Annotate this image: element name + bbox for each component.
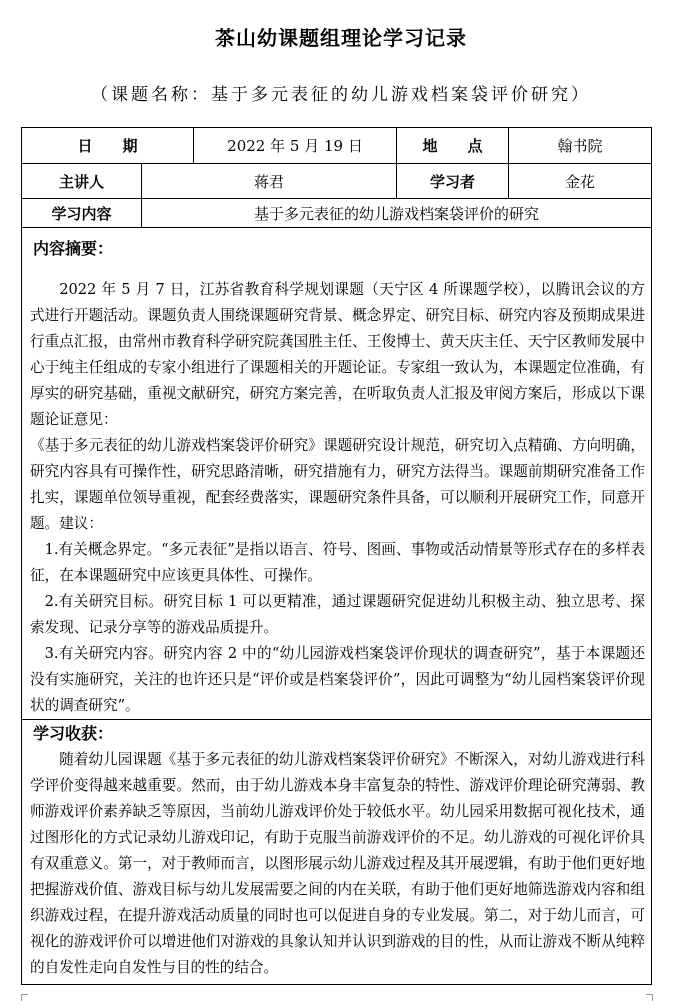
speaker-value: 蒋君 (142, 164, 397, 198)
page-corner-mark-right (646, 994, 653, 1001)
learner-value: 金花 (564, 172, 595, 191)
summary-item-1: 1.有关概念界定。“多元表征”是指以语言、符号、图画、事物或活动情景等形式存在的多样表征，在本课题研究中应该更具体性、可操作。 (30, 541, 645, 584)
place-value: 翰书院 (557, 137, 603, 155)
summary-opinion: 《基于多元表征的幼儿游戏档案袋评价研究》课题研究设计规范，研究切入点精确、方向明确，研究内容具有可操作性，研究思路清晰，研究措施有力，研究方法得当。课题前期研究准备工作扎实，课题单位领导重视，配套经费落实，课题研究条件具备，可以顺利开展研究工作，同意开题。建议： (30, 437, 645, 532)
summary-section (22, 228, 651, 720)
place-label: 地 点 (397, 128, 509, 163)
document-title: 茶山幼课题组理论学习记录 (215, 26, 467, 50)
summary-item-2: 2.有关研究目标。研究目标 1 可以更精准，通过课题研究促进幼儿积极主动、独立思考、探索发现、记录分享等的游戏品质提升。 (30, 593, 645, 636)
info-row-content (22, 199, 651, 228)
summary-item-3: 3.有关研究内容。研究内容 2 中的“幼儿园游戏档案袋评价现状的调查研究”，基于本课题还没有实施研究，关注的也许还只是“评价或是档案袋评价”，因此可调整为“幼儿园档案袋评价现状的调查研究”。 (30, 645, 645, 714)
gains-body (30, 747, 645, 981)
gains-heading: 学习收获： (33, 724, 114, 743)
gains-text: 随着幼儿园课题《基于多元表征的幼儿游戏档案袋评价研究》不断深入，对幼儿游戏进行科学评价变得越来越重要。然而，由于幼儿游戏本身丰富复杂的特性、游戏评价理论研究薄弱、教师游戏评价素养缺乏等原因，当前幼儿游戏评价处于较低水平。幼儿园采用数据可视化技术，通过图形化的方式记录幼儿游戏印记，有助于克服当前游戏评价的不足。幼儿游戏的可视化评价具有双重意义。第一，对于教师而言，以图形展示幼儿游戏过程及其开展逻辑，有助于他们更好地把握游戏价值、游戏目标与幼儿发展需要之间的内在关联，有助于他们更好地筛选游戏内容和组织游戏过程，在提升游戏活动质量的同时也可以促进自身的专业发展。第二，对于幼儿而言，可视化的游戏评价可以增进他们对游戏的具象认知并认识到游戏的目的性，从而让游戏不断从纯粹的自发性走向自发性与目的性的结合。 (30, 751, 645, 976)
page-corner-mark-left (21, 994, 28, 1001)
summary-intro: 2022 年 5 月 7 日，江苏省教育科学规划课题（天宁区 4 所课题学校），以腾讯会议的方式进行开题活动。课题负责人围绕课题研究背景、概念界定、研究目标、研究内容及预期成果进行重点汇报，由常州市教育科学研究院龚国胜主任、王俊博士、黄天庆主任、天宁区教师发展中心于纯主任组成的专家小组进行了课题相关的开题论证。专家组一致认为，本课题定位准确，有厚实的研究基础，重视文献研究，研究方案完善，在听取负责人汇报及审阅方案后，形成以下课题论证意见： (30, 281, 645, 428)
learner-label: 学习者 (397, 164, 509, 198)
document-subtitle: （课题名称：基于多元表征的幼儿游戏档案袋评价研究） (91, 85, 591, 105)
summary-body (30, 277, 645, 719)
info-row-date (22, 128, 651, 164)
summary-heading: 内容摘要： (33, 239, 114, 258)
info-row-speaker (22, 164, 651, 199)
record-table (21, 127, 652, 985)
date-value: 2022 年 5 月 19 日 (194, 128, 397, 163)
gains-section (22, 720, 651, 984)
speaker-label: 主讲人 (22, 164, 142, 198)
content-label: 学习内容 (22, 199, 142, 227)
content-value: 基于多元表征的幼儿游戏档案袋评价的研究 (253, 204, 539, 223)
date-label: 日 期 (22, 128, 194, 163)
